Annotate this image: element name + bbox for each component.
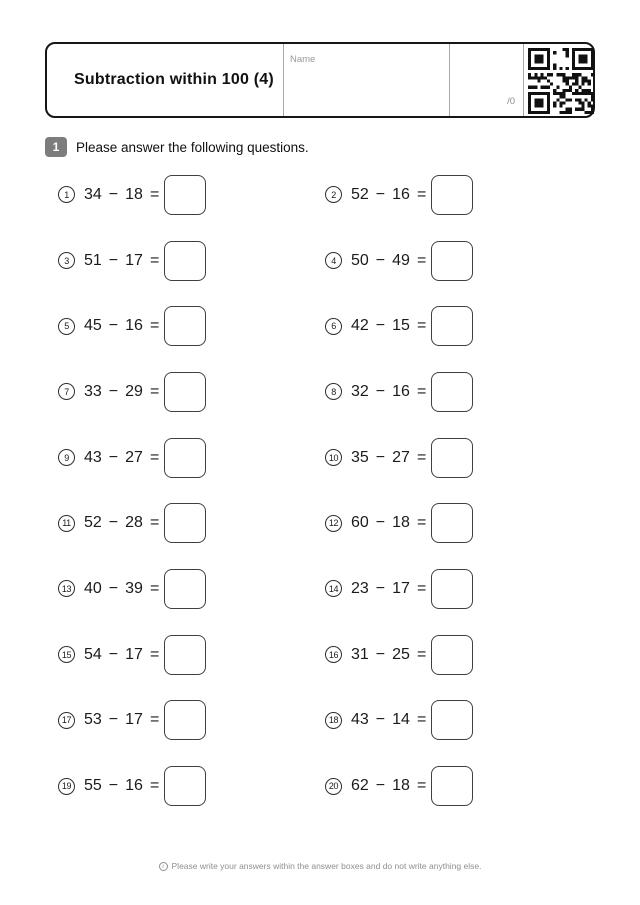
question-number-circle: 19: [58, 778, 75, 795]
question-number-circle: 17: [58, 712, 75, 729]
subtrahend: 14: [392, 711, 410, 729]
section-instruction: [45, 137, 309, 157]
worksheet-title: Subtraction within 100 (4): [74, 71, 274, 88]
section-number-badge: 1: [45, 137, 67, 157]
question-expression: [84, 711, 164, 729]
question-expression: [351, 317, 431, 335]
minus-sign: −: [108, 711, 119, 729]
minus-sign: −: [108, 514, 119, 532]
question-row: [320, 635, 595, 675]
minuend: 42: [351, 317, 369, 335]
equals-sign: =: [416, 382, 427, 400]
subtrahend: 16: [125, 317, 143, 335]
equals-sign: =: [149, 382, 160, 400]
subtrahend: 18: [392, 514, 410, 532]
subtrahend: 28: [125, 514, 143, 532]
question-number-circle: 11: [58, 515, 75, 532]
question-expression: [84, 252, 164, 270]
minuend: 40: [84, 579, 102, 597]
question-row: [320, 306, 595, 346]
question-expression: [351, 383, 431, 401]
minus-sign: −: [108, 382, 119, 400]
answer-box[interactable]: [164, 372, 206, 412]
question-expression: [84, 777, 164, 795]
question-number-circle: 2: [325, 186, 342, 203]
equals-sign: =: [149, 448, 160, 466]
answer-box[interactable]: [431, 175, 473, 215]
equals-sign: =: [416, 251, 427, 269]
subtrahend: 49: [392, 251, 410, 269]
minuend: 32: [351, 382, 369, 400]
minus-sign: −: [108, 645, 119, 663]
answer-box[interactable]: [431, 438, 473, 478]
answer-box[interactable]: [431, 700, 473, 740]
question-row: [45, 175, 320, 215]
question-number-circle: 14: [325, 580, 342, 597]
subtrahend: 18: [125, 185, 143, 203]
equals-sign: =: [416, 317, 427, 335]
minus-sign: −: [375, 382, 386, 400]
answer-box[interactable]: [164, 438, 206, 478]
subtrahend: 15: [392, 317, 410, 335]
minus-sign: −: [375, 185, 386, 203]
question-number-circle: 3: [58, 252, 75, 269]
answer-box[interactable]: [164, 306, 206, 346]
question-number-circle: 12: [325, 515, 342, 532]
answer-box[interactable]: [164, 569, 206, 609]
question-expression: [351, 252, 431, 270]
subtrahend: 29: [125, 382, 143, 400]
question-row: [45, 306, 320, 346]
question-expression: [351, 711, 431, 729]
instruction-text: Please answer the following questions.: [76, 139, 309, 155]
question-row: [320, 175, 595, 215]
minuend: 23: [351, 579, 369, 597]
question-expression: [351, 449, 431, 467]
minuend: 35: [351, 448, 369, 466]
minus-sign: −: [375, 448, 386, 466]
question-number-circle: 16: [325, 646, 342, 663]
question-expression: [351, 514, 431, 532]
answer-box[interactable]: [164, 635, 206, 675]
question-expression: [351, 186, 431, 204]
subtrahend: 25: [392, 645, 410, 663]
minuend: 50: [351, 251, 369, 269]
equals-sign: =: [416, 777, 427, 795]
score-field: /0: [507, 96, 515, 107]
question-expression: [84, 449, 164, 467]
answer-box[interactable]: [431, 306, 473, 346]
question-expression: [84, 646, 164, 664]
minus-sign: −: [375, 317, 386, 335]
question-number-circle: 15: [58, 646, 75, 663]
minus-sign: −: [108, 448, 119, 466]
minus-sign: −: [375, 711, 386, 729]
equals-sign: =: [149, 251, 160, 269]
question-row: [320, 766, 595, 806]
qr-code: [528, 48, 594, 114]
question-row: [320, 372, 595, 412]
question-number-circle: 6: [325, 318, 342, 335]
question-row: [320, 700, 595, 740]
subtrahend: 16: [125, 777, 143, 795]
minuend: 54: [84, 645, 102, 663]
answer-box[interactable]: [431, 241, 473, 281]
question-row: [320, 503, 595, 543]
subtrahend: 27: [125, 448, 143, 466]
minuend: 52: [84, 514, 102, 532]
equals-sign: =: [149, 579, 160, 597]
minuend: 62: [351, 777, 369, 795]
minuend: 55: [84, 777, 102, 795]
footer-note-text: Please write your answers within the answer boxes and do not write anything else.: [171, 861, 482, 871]
minuend: 34: [84, 185, 102, 203]
equals-sign: =: [416, 514, 427, 532]
answer-box[interactable]: [164, 175, 206, 215]
minus-sign: −: [108, 317, 119, 335]
question-number-circle: 8: [325, 383, 342, 400]
subtrahend: 17: [125, 645, 143, 663]
equals-sign: =: [416, 711, 427, 729]
question-number-circle: 4: [325, 252, 342, 269]
answer-box[interactable]: [164, 503, 206, 543]
equals-sign: =: [149, 711, 160, 729]
question-expression: [84, 580, 164, 598]
minuend: 52: [351, 185, 369, 203]
minuend: 43: [351, 711, 369, 729]
minus-sign: −: [108, 185, 119, 203]
subtrahend: 16: [392, 185, 410, 203]
questions-grid: [45, 162, 595, 819]
minuend: 43: [84, 448, 102, 466]
question-expression: [84, 186, 164, 204]
answer-box[interactable]: [431, 635, 473, 675]
answer-box[interactable]: [164, 700, 206, 740]
minus-sign: −: [108, 251, 119, 269]
question-expression: [84, 317, 164, 335]
minus-sign: −: [375, 251, 386, 269]
worksheet-header: [45, 42, 595, 118]
header-divider: [523, 44, 524, 116]
question-number-circle: 9: [58, 449, 75, 466]
minuend: 31: [351, 645, 369, 663]
header-divider: [283, 44, 284, 116]
subtrahend: 27: [392, 448, 410, 466]
equals-sign: =: [416, 579, 427, 597]
question-expression: [351, 646, 431, 664]
question-number-circle: 10: [325, 449, 342, 466]
question-row: [320, 241, 595, 281]
equals-sign: =: [416, 185, 427, 203]
question-expression: [351, 580, 431, 598]
question-row: [45, 635, 320, 675]
question-row: [320, 438, 595, 478]
answer-box[interactable]: [164, 766, 206, 806]
equals-sign: =: [149, 317, 160, 335]
equals-sign: =: [149, 777, 160, 795]
minus-sign: −: [375, 579, 386, 597]
question-expression: [84, 383, 164, 401]
question-row: [45, 700, 320, 740]
answer-box[interactable]: [431, 372, 473, 412]
answer-box[interactable]: [431, 569, 473, 609]
equals-sign: =: [149, 514, 160, 532]
minus-sign: −: [375, 645, 386, 663]
minus-sign: −: [375, 777, 386, 795]
minuend: 45: [84, 317, 102, 335]
question-number-circle: 5: [58, 318, 75, 335]
minus-sign: −: [375, 514, 386, 532]
question-number-circle: 13: [58, 580, 75, 597]
answer-box[interactable]: [164, 241, 206, 281]
minus-sign: −: [108, 777, 119, 795]
equals-sign: =: [416, 645, 427, 663]
footer-note: [0, 861, 640, 871]
question-row: [45, 241, 320, 281]
name-field-label: Name: [290, 54, 316, 65]
minus-sign: −: [108, 579, 119, 597]
question-row: [45, 569, 320, 609]
question-number-circle: 20: [325, 778, 342, 795]
question-expression: [84, 514, 164, 532]
minuend: 33: [84, 382, 102, 400]
minuend: 53: [84, 711, 102, 729]
subtrahend: 39: [125, 579, 143, 597]
equals-sign: =: [149, 185, 160, 203]
question-row: [45, 438, 320, 478]
equals-sign: =: [416, 448, 427, 466]
subtrahend: 18: [392, 777, 410, 795]
question-number-circle: 1: [58, 186, 75, 203]
minuend: 60: [351, 514, 369, 532]
info-icon: i: [159, 862, 168, 871]
minuend: 51: [84, 251, 102, 269]
answer-box[interactable]: [431, 503, 473, 543]
subtrahend: 17: [392, 579, 410, 597]
subtrahend: 17: [125, 711, 143, 729]
question-row: [45, 766, 320, 806]
question-number-circle: 18: [325, 712, 342, 729]
question-row: [45, 503, 320, 543]
question-number-circle: 7: [58, 383, 75, 400]
equals-sign: =: [149, 645, 160, 663]
question-row: [45, 372, 320, 412]
question-expression: [351, 777, 431, 795]
subtrahend: 16: [392, 382, 410, 400]
question-row: [320, 569, 595, 609]
answer-box[interactable]: [431, 766, 473, 806]
subtrahend: 17: [125, 251, 143, 269]
